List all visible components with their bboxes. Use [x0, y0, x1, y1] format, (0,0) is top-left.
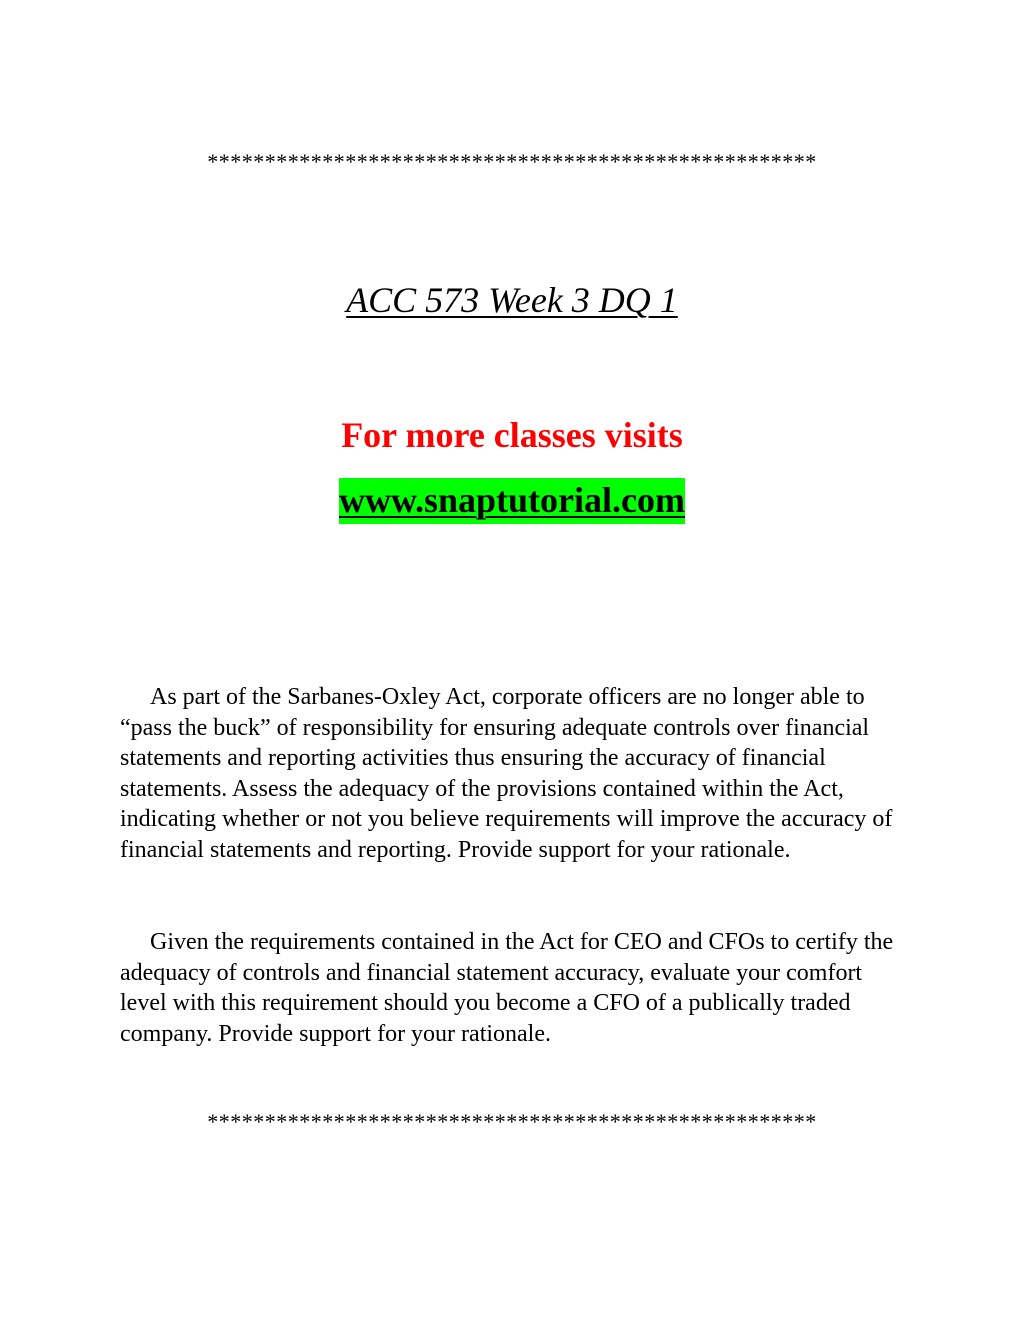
promo-heading: For more classes visits [341, 415, 683, 455]
top-separator: ***************************************************** [207, 149, 817, 174]
website-link-container [0, 478, 1024, 524]
question-paragraph-1-text: As part of the Sarbanes-Oxley Act, corporate officers are no longer able to “pass the buck” of responsibility for ensuring adequate controls over financial statements and reporting activities thus ensuring the accuracy of financial statements. Assess the adequacy of the provisions contained within the Act, indicating whether or not you believe requirements will improve the accuracy of financial statements and reporting. Provide support for your rationale. [120, 684, 893, 863]
question-paragraph-2-text: Given the requirements contained in the Act for CEO and CFOs to certify the adequacy of controls and financial statement accuracy, evaluate your comfort level with this requirement should you become a CFO of a publically traded company. Provide support for your rationale. [120, 929, 894, 1047]
question-paragraph-1 [120, 682, 910, 866]
bottom-separator: ***************************************************** [207, 1109, 817, 1134]
website-link[interactable]: www.snaptutorial.com [339, 478, 685, 524]
page-title: ACC 573 Week 3 DQ 1 [346, 280, 678, 320]
question-paragraph-2 [120, 927, 910, 1049]
